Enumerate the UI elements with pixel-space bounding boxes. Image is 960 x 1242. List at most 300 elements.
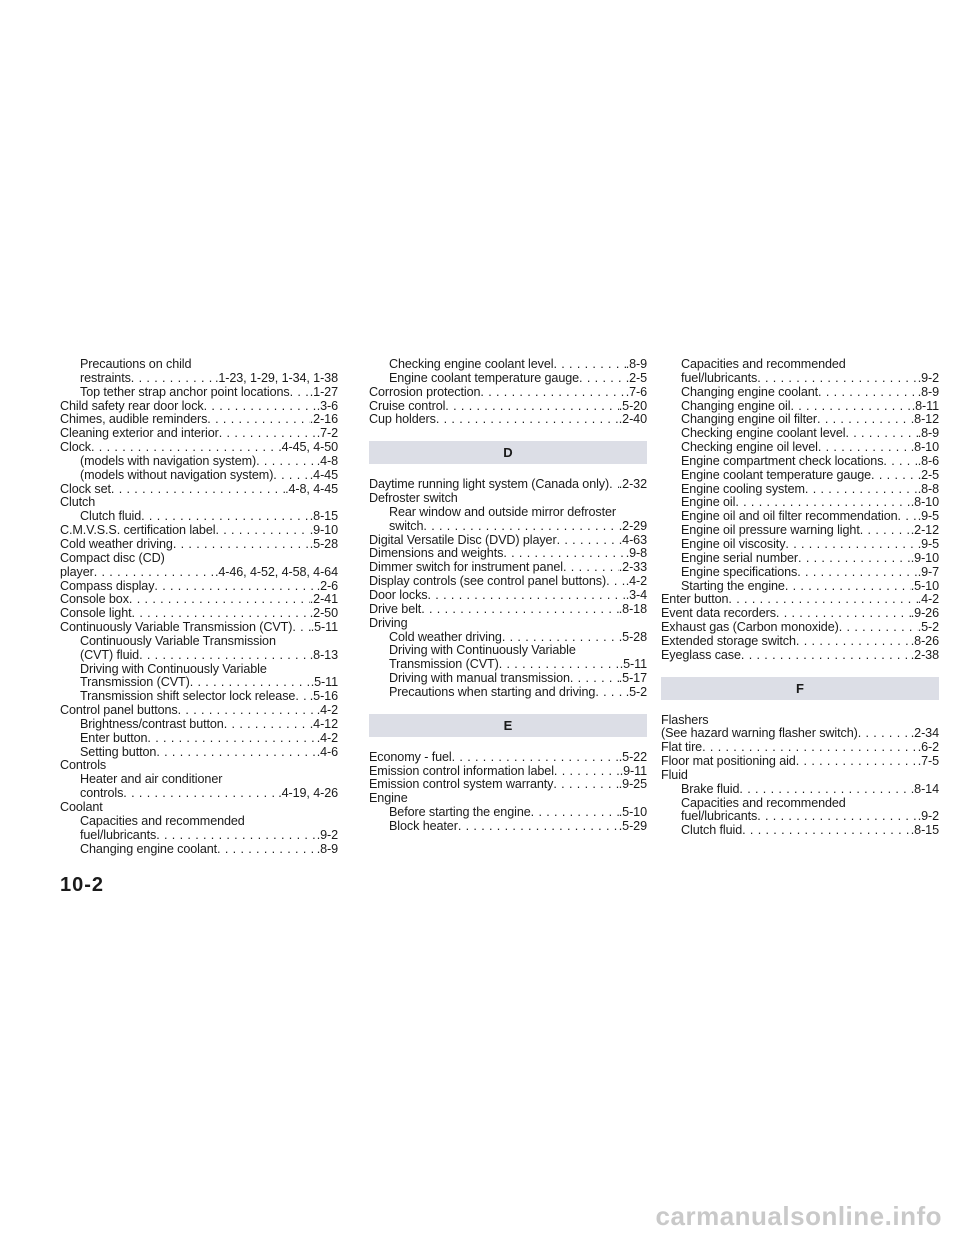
index-heading-line: Coolant xyxy=(60,801,103,814)
entry-page-ref: .4-19, 4-26 xyxy=(278,787,338,801)
dot-leader xyxy=(139,649,310,663)
entry-page-ref: .8-13 xyxy=(309,648,338,662)
dot-leader xyxy=(741,649,911,663)
entry-page-ref: .5-28 xyxy=(618,630,647,644)
index-entry xyxy=(369,547,647,561)
entry-page-ref: .8-15 xyxy=(309,510,338,524)
index-entry xyxy=(369,372,647,386)
entry-label: Driving with manual transmission xyxy=(389,672,570,686)
entry-label: restraints xyxy=(80,371,131,385)
index-entry xyxy=(369,358,647,372)
entry-label: Precautions when starting and driving xyxy=(389,685,596,699)
dot-leader xyxy=(606,575,626,589)
page-number: 10-2 xyxy=(60,874,105,896)
dot-leader xyxy=(757,810,917,824)
index-entry xyxy=(661,386,939,400)
dot-leader xyxy=(204,400,317,414)
dot-leader xyxy=(290,386,310,400)
dot-leader xyxy=(173,538,310,552)
index-entry xyxy=(60,732,338,746)
index-entry xyxy=(661,510,939,524)
entry-page-ref: .8-9 xyxy=(625,358,647,371)
dot-leader xyxy=(728,593,917,607)
index-heading-line: Fluid xyxy=(661,768,688,782)
index-entry xyxy=(661,496,939,510)
dot-leader xyxy=(883,455,917,469)
entry-page-ref: .5-22 xyxy=(618,750,647,764)
dot-leader xyxy=(805,483,918,497)
entry-label: Digital Versatile Disc (DVD) player xyxy=(369,533,557,547)
dot-leader xyxy=(190,676,311,690)
entry-label: C.M.V.S.S. certification label xyxy=(60,524,216,538)
dot-leader xyxy=(452,751,619,765)
index-entry xyxy=(60,372,338,386)
index-heading-line: Defroster switch xyxy=(369,492,458,506)
index-heading-line: Driving with Continuously Variable xyxy=(389,644,576,658)
entry-page-ref: .2-41 xyxy=(309,593,338,607)
entry-page-ref: .5-20 xyxy=(618,399,647,413)
index-entry xyxy=(60,704,338,718)
entry-page-ref: .7-6 xyxy=(625,385,647,399)
dot-leader xyxy=(445,400,618,414)
entry-label: Display controls (see control panel buttons) xyxy=(369,575,607,589)
dot-leader xyxy=(423,520,618,534)
entry-label: Emission control information label xyxy=(369,764,554,778)
entry-page-ref: .3-4 xyxy=(625,588,647,602)
dot-leader xyxy=(132,607,310,621)
dot-leader xyxy=(178,704,317,718)
entry-label: Brightness/contrast button xyxy=(80,717,224,731)
entry-page-ref: .8-26 xyxy=(910,634,939,648)
entry-label: (CVT) fluid xyxy=(80,648,140,662)
index-entry xyxy=(60,787,338,801)
dot-leader xyxy=(156,829,316,843)
entry-page-ref: .9-26 xyxy=(910,607,939,621)
entry-page-ref: .4-8 xyxy=(316,454,338,468)
dot-leader xyxy=(702,741,918,755)
index-entry xyxy=(661,427,939,441)
entry-label: Engine coolant temperature gauge xyxy=(681,468,872,482)
index-entry xyxy=(60,593,338,607)
index-entry xyxy=(369,672,647,686)
entry-label: Continuously Variable Transmission (CVT) xyxy=(60,621,293,635)
index-entry xyxy=(661,810,939,824)
index-entry xyxy=(369,686,647,700)
dot-leader xyxy=(292,621,310,635)
entry-page-ref: .2-12 xyxy=(910,524,939,538)
index-heading-line: Precautions on child xyxy=(80,358,192,371)
index-column-2 xyxy=(369,358,647,834)
dot-leader xyxy=(436,413,619,427)
entry-label: Transmission (CVT) xyxy=(389,658,499,672)
dot-leader xyxy=(898,510,918,524)
entry-page-ref: .5-17 xyxy=(618,672,647,686)
dot-leader xyxy=(224,718,310,732)
index-entry xyxy=(369,478,647,492)
section-letter-header: D xyxy=(369,441,647,464)
entry-page-ref: .9-8 xyxy=(625,547,647,561)
index-entry xyxy=(661,469,939,483)
index-entry xyxy=(661,413,939,427)
dot-leader xyxy=(595,686,625,700)
dot-leader xyxy=(129,593,310,607)
section-letter-header: F xyxy=(661,677,939,700)
index-entry xyxy=(60,580,338,594)
entry-page-ref: .2-40 xyxy=(618,413,647,427)
entry-label: Top tether strap anchor point locations xyxy=(80,385,290,399)
entry-page-ref: .2-38 xyxy=(910,648,939,662)
entry-label: Clutch fluid xyxy=(681,824,743,838)
index-entry xyxy=(661,580,939,594)
entry-page-ref: .4-8, 4-45 xyxy=(285,482,338,496)
entry-label: Setting button xyxy=(80,745,157,759)
entry-page-ref: .5-10 xyxy=(618,806,647,820)
entry-label: Engine oil viscosity xyxy=(681,537,786,551)
entry-page-ref: .2-29 xyxy=(618,519,647,533)
entry-label: Changing engine oil xyxy=(681,399,791,413)
dot-leader xyxy=(428,589,626,603)
entry-label: Daytime running light system (Canada only) xyxy=(369,478,610,492)
entry-label: Engine coolant temperature gauge xyxy=(389,371,580,385)
entry-label: Cleaning exterior and interior xyxy=(60,427,219,441)
index-entry xyxy=(369,413,647,427)
index-entry xyxy=(661,824,939,838)
dot-leader xyxy=(839,621,918,635)
index-heading-line: Flashers xyxy=(661,713,709,727)
dot-leader xyxy=(845,427,917,441)
dot-leader xyxy=(557,534,619,548)
dot-leader xyxy=(131,372,215,386)
dot-leader xyxy=(141,510,310,524)
entry-page-ref: .8-10 xyxy=(910,441,939,455)
entry-page-ref: .8-6 xyxy=(917,454,939,468)
entry-label: Engine oil pressure warning light xyxy=(681,524,860,538)
index-entry xyxy=(661,635,939,649)
index-heading-line: Rear window and outside mirror defroster xyxy=(389,505,616,519)
index-column-1 xyxy=(60,358,338,856)
dot-leader xyxy=(531,806,619,820)
index-heading-line: Capacities and recommended xyxy=(681,796,846,810)
index-heading-line: Driving xyxy=(369,616,408,630)
entry-label: Compass display xyxy=(60,579,155,593)
entry-page-ref: .9-2 xyxy=(917,810,939,824)
dot-leader xyxy=(554,765,620,779)
index-entry xyxy=(369,386,647,400)
index-entry xyxy=(60,386,338,400)
entry-page-ref: .8-14 xyxy=(910,782,939,796)
entry-label: controls xyxy=(80,787,124,801)
entry-label: Drive belt xyxy=(369,602,422,616)
index-entry xyxy=(661,607,939,621)
index-entry xyxy=(369,589,647,603)
entry-label: Enter button xyxy=(80,731,148,745)
entry-page-ref: .2-6 xyxy=(316,579,338,593)
entry-label: Extended storage switch xyxy=(661,634,796,648)
entry-page-ref: .2-5 xyxy=(625,371,647,385)
index-entry xyxy=(60,690,338,704)
index-entry xyxy=(661,621,939,635)
dot-leader xyxy=(858,727,911,741)
entry-page-ref: .9-10 xyxy=(309,524,338,538)
entry-label: Block heater xyxy=(389,819,458,833)
index-entry xyxy=(369,778,647,792)
index-heading-line: Capacities and recommended xyxy=(681,358,846,371)
dot-leader xyxy=(273,469,309,483)
index-entry xyxy=(661,372,939,386)
index-entry xyxy=(661,400,939,414)
entry-label: Changing engine coolant xyxy=(80,842,218,856)
index-entry xyxy=(369,400,647,414)
watermark-text[interactable]: carmanualsonline.info xyxy=(655,1201,942,1231)
index-entry xyxy=(369,658,647,672)
entry-label: Dimmer switch for instrument panel xyxy=(369,561,563,575)
entry-label: Transmission shift selector lock release xyxy=(80,690,296,704)
entry-page-ref: .4-63 xyxy=(618,533,647,547)
entry-label: Flat tire xyxy=(661,741,703,755)
entry-page-ref: .4-2 xyxy=(917,593,939,607)
dot-leader xyxy=(785,538,917,552)
entry-page-ref: .9-25 xyxy=(618,778,647,792)
dot-leader xyxy=(553,778,618,792)
entry-label: Changing engine oil filter xyxy=(681,413,818,427)
dot-leader xyxy=(480,386,625,400)
dot-leader xyxy=(499,658,620,672)
entry-label: Engine specifications xyxy=(681,565,798,579)
index-entry xyxy=(60,829,338,843)
dot-leader xyxy=(563,561,619,575)
dot-leader xyxy=(502,631,619,645)
index-entry xyxy=(661,441,939,455)
entry-page-ref: .2-32 xyxy=(618,478,647,492)
index-entry xyxy=(661,649,939,663)
entry-label: Engine serial number xyxy=(681,551,799,565)
index-entry xyxy=(661,783,939,797)
entry-page-ref: .3-6 xyxy=(316,399,338,413)
index-entry xyxy=(661,566,939,580)
entry-page-ref: .4-45 xyxy=(309,468,338,482)
entry-page-ref: .5-11 xyxy=(619,658,647,672)
dot-leader xyxy=(570,672,619,686)
entry-label: Dimensions and weights xyxy=(369,547,504,561)
entry-page-ref: .4-2 xyxy=(316,704,338,718)
index-entry xyxy=(60,400,338,414)
entry-page-ref: .9-7 xyxy=(917,565,939,579)
entry-label: Checking engine oil level xyxy=(681,441,818,455)
dot-leader xyxy=(797,566,917,580)
index-entry xyxy=(60,455,338,469)
entry-label: Eyeglass case xyxy=(661,648,741,662)
entry-page-ref: .2-5 xyxy=(917,468,939,482)
entry-page-ref: .4-45, 4-50 xyxy=(278,441,338,455)
index-heading-line: Compact disc (CD) xyxy=(60,551,165,565)
entry-page-ref: .5-11 xyxy=(310,621,338,635)
entry-page-ref: .4-46, 4-52, 4-58, 4-64 xyxy=(214,565,338,579)
dot-leader xyxy=(860,524,911,538)
entry-label: fuel/lubricants xyxy=(681,371,758,385)
entry-label: Clock set xyxy=(60,482,111,496)
index-entry xyxy=(60,469,338,483)
entry-label: Checking engine coolant level xyxy=(389,358,554,371)
entry-page-ref: .1-27 xyxy=(309,385,338,399)
entry-label: (models without navigation system) xyxy=(80,468,274,482)
index-entry xyxy=(369,520,647,534)
dot-leader xyxy=(503,547,625,561)
index-entry xyxy=(60,441,338,455)
entry-label: Event data recorders xyxy=(661,607,776,621)
index-entry xyxy=(369,534,647,548)
entry-page-ref: .7-5 xyxy=(917,755,939,769)
dot-leader xyxy=(609,478,619,492)
dot-leader xyxy=(256,455,317,469)
entry-label: Emission control system warranty xyxy=(369,778,554,792)
entry-label: (See hazard warning flasher switch) xyxy=(661,727,858,741)
dot-leader xyxy=(458,820,619,834)
index-entry xyxy=(369,603,647,617)
dot-leader xyxy=(776,607,911,621)
entry-page-ref: .9-2 xyxy=(917,371,939,385)
entry-label: Brake fluid xyxy=(681,782,740,796)
index-entry xyxy=(60,843,338,857)
dot-leader xyxy=(91,441,278,455)
entry-label: Engine oil and oil filter recommendation xyxy=(681,510,898,524)
dot-leader xyxy=(796,755,918,769)
entry-label: player xyxy=(60,565,94,579)
dot-leader xyxy=(111,483,285,497)
entry-label: switch xyxy=(389,519,424,533)
entry-page-ref: .2-16 xyxy=(309,413,338,427)
dot-leader xyxy=(295,690,309,704)
entry-page-ref: .4-12 xyxy=(309,717,338,731)
dot-leader xyxy=(156,746,316,760)
dot-leader xyxy=(757,372,917,386)
index-entry xyxy=(60,607,338,621)
entry-page-ref: .2-33 xyxy=(618,561,647,575)
entry-page-ref: .5-11 xyxy=(310,676,338,690)
index-entry xyxy=(661,524,939,538)
index-entry xyxy=(60,621,338,635)
index-heading-line: Controls xyxy=(60,759,107,773)
index-entry xyxy=(369,806,647,820)
index-entry xyxy=(661,593,939,607)
entry-label: Engine oil xyxy=(681,496,736,510)
index-entry xyxy=(60,524,338,538)
entry-page-ref: .4-2 xyxy=(316,731,338,745)
index-entry xyxy=(60,483,338,497)
index-entry xyxy=(60,676,338,690)
dot-leader xyxy=(739,783,910,797)
dot-leader xyxy=(818,441,911,455)
entry-label: Console light xyxy=(60,607,132,621)
entry-page-ref: .8-10 xyxy=(910,496,939,510)
entry-page-ref: .1-23, 1-29, 1-34, 1-38 xyxy=(214,371,338,385)
index-entry xyxy=(60,510,338,524)
entry-label: Cruise control xyxy=(369,399,446,413)
index-entry xyxy=(60,538,338,552)
entry-page-ref: .4-2 xyxy=(625,575,647,589)
entry-label: Enter button xyxy=(661,593,729,607)
entry-page-ref: .8-15 xyxy=(910,824,939,838)
dot-leader xyxy=(421,603,619,617)
index-heading-line: Clutch xyxy=(60,496,96,510)
entry-label: Control panel buttons xyxy=(60,704,178,718)
index-heading-line: Driving with Continuously Variable xyxy=(80,662,267,676)
index-entry xyxy=(369,575,647,589)
dot-leader xyxy=(553,358,625,372)
index-entry xyxy=(369,561,647,575)
index-entry xyxy=(661,552,939,566)
index-heading-line: Capacities and recommended xyxy=(80,814,245,828)
index-heading-line: Heater and air conditioner xyxy=(80,773,223,787)
entry-label: Cup holders xyxy=(369,413,436,427)
index-entry xyxy=(661,741,939,755)
index-entry xyxy=(369,820,647,834)
index-column-3 xyxy=(661,358,939,838)
index-entry xyxy=(369,751,647,765)
entry-page-ref: .9-10 xyxy=(910,551,939,565)
dot-leader xyxy=(798,552,911,566)
entry-page-ref: .6-2 xyxy=(917,741,939,755)
entry-label: Engine compartment check locations xyxy=(681,454,884,468)
entry-label: fuel/lubricants xyxy=(80,828,157,842)
entry-label: Clutch fluid xyxy=(80,510,142,524)
entry-page-ref: .2-50 xyxy=(309,607,338,621)
section-letter-header: E xyxy=(369,714,647,737)
entry-label: Chimes, audible reminders xyxy=(60,413,208,427)
entry-page-ref: .5-16 xyxy=(309,690,338,704)
entry-page-ref: .2-34 xyxy=(910,727,939,741)
index-entry xyxy=(661,727,939,741)
entry-label: Floor mat positioning aid xyxy=(661,755,796,769)
dot-leader xyxy=(154,580,316,594)
dot-leader xyxy=(147,732,316,746)
index-entry xyxy=(60,566,338,580)
entry-label: Changing engine coolant xyxy=(681,385,819,399)
dot-leader xyxy=(871,469,918,483)
entry-page-ref: .5-2 xyxy=(625,685,647,699)
dot-leader xyxy=(735,496,910,510)
entry-label: Console box xyxy=(60,593,129,607)
index-entry xyxy=(60,649,338,663)
entry-page-ref: .9-11 xyxy=(619,764,647,778)
index-entry xyxy=(661,538,939,552)
index-entry xyxy=(60,746,338,760)
dot-leader xyxy=(785,580,911,594)
index-entry xyxy=(661,455,939,469)
entry-label: Engine cooling system xyxy=(681,482,805,496)
index-entry xyxy=(60,413,338,427)
dot-leader xyxy=(123,787,278,801)
entry-page-ref: .8-18 xyxy=(618,602,647,616)
entry-page-ref: .4-6 xyxy=(316,745,338,759)
entry-label: (models with navigation system) xyxy=(80,454,257,468)
dot-leader xyxy=(94,566,215,580)
entry-label: Cold weather driving xyxy=(60,537,173,551)
entry-label: Before starting the engine xyxy=(389,806,531,820)
index-entry xyxy=(661,483,939,497)
entry-label: fuel/lubricants xyxy=(681,810,758,824)
entry-page-ref: .9-5 xyxy=(917,510,939,524)
entry-page-ref: .8-9 xyxy=(316,842,338,856)
entry-page-ref: .8-8 xyxy=(917,482,939,496)
entry-page-ref: .9-5 xyxy=(917,537,939,551)
index-entry xyxy=(60,427,338,441)
dot-leader xyxy=(215,524,309,538)
index-entry xyxy=(661,755,939,769)
entry-page-ref: .8-12 xyxy=(910,413,939,427)
entry-page-ref: .8-9 xyxy=(917,385,939,399)
entry-label: Exhaust gas (Carbon monoxide) xyxy=(661,621,839,635)
dot-leader xyxy=(219,427,317,441)
